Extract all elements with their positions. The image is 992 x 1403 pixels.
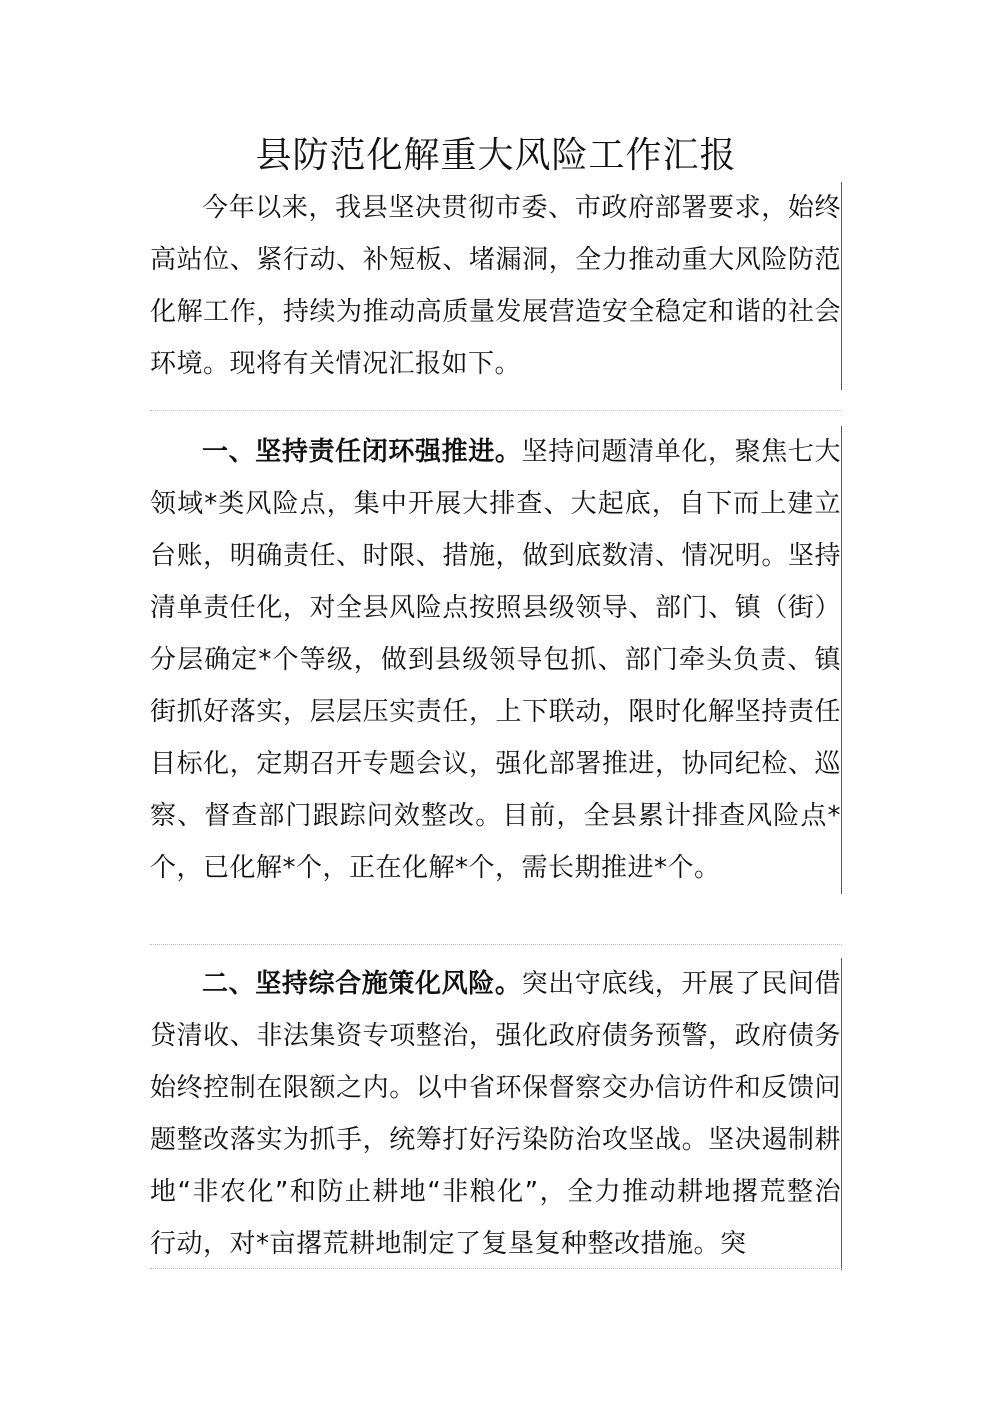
section-heading-1: 一、坚持责任闭环强推进。: [202, 437, 522, 467]
section-divider: [150, 944, 842, 945]
section-body-2: 突出守底线，开展了民间借贷清收、非法集资专项整治，强化政府债务预警，政府债务始终控制在限额之内。以中省环保督察交办信访件和反馈问题整改落实为抓手，统筹打好污染防治攻坚战。坚决遏制耕地“非农化”和防止耕地“非粮化”，全力推动耕地撂荒整治行动，对*亩撂荒耕地制定了复垦复种整改措施。突: [150, 969, 841, 1259]
intro-paragraph: 今年以来，我县坚决贯彻市委、市政府部署要求，始终高站位、紧行动、补短板、堵漏洞，全力推动重大风险防范化解工作，持续为推动高质量发展营造安全稳定和谐的社会环境。现将有关情况汇报如下。: [150, 182, 842, 390]
section-heading-2: 二、坚持综合施策化风险。: [202, 969, 522, 999]
section-divider: [150, 1268, 842, 1269]
document-title: 县防范化解重大风险工作汇报: [255, 135, 737, 176]
section-paragraph-1: [150, 426, 842, 894]
section-body-1: 坚持问题清单化，聚焦七大领域*类风险点，集中开展大排查、大起底，自下而上建立台账，明确责任、时限、措施，做到底数清、情况明。坚持清单责任化，对全县风险点按照县级领导、部门、镇（街）分层确定*个等级，做到县级领导包抓、部门牵头负责、镇街抓好落实，层层压实责任，上下联动，限时化解坚持责任目标化，定期召开专题会议，强化部署推进，协同纪检、巡察、督查部门跟踪问效整改。目前，全县累计排查风险点*个，已化解*个，正在化解*个，需长期推进*个。: [150, 437, 841, 883]
section-paragraph-2: [150, 958, 842, 1270]
section-divider: [150, 410, 842, 411]
